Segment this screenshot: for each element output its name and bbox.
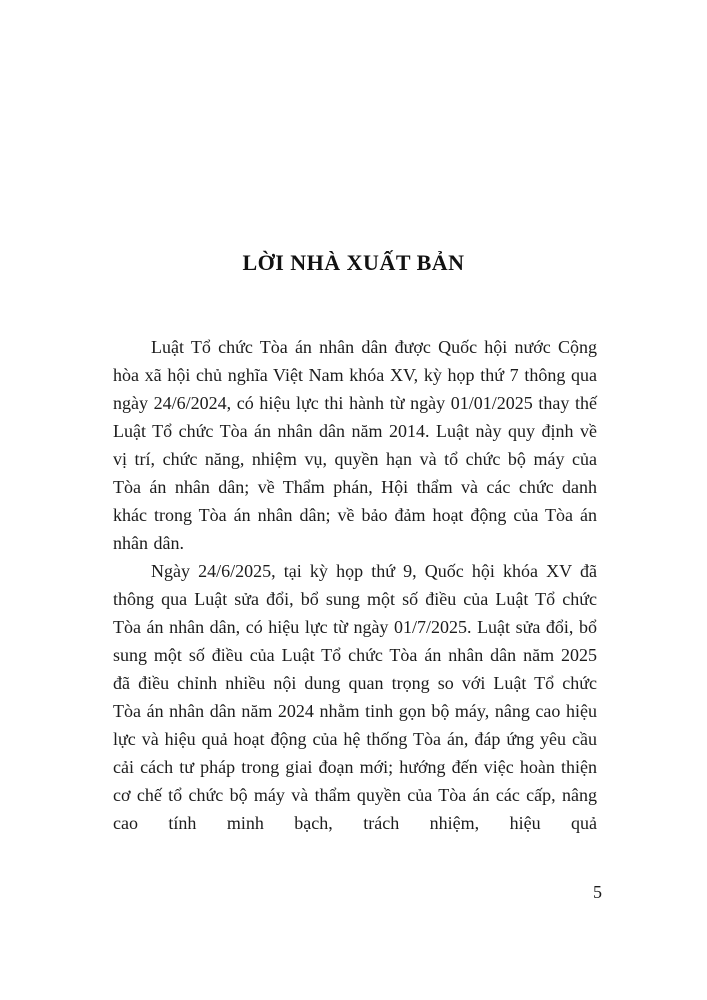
paragraph-2: Ngày 24/6/2025, tại kỳ họp thứ 9, Quốc hội khóa XV đã thông qua Luật sửa đổi, bổ sung một số điều của Luật Tổ chức Tòa án nhân dân, có hiệu lực từ ngày 01/7/2025. Luật sửa đổi, bổ sung một số điều của Luật Tổ chức Tòa án nhân dân năm 2025 đã điều chỉnh nhiều nội dung quan trọng so với Luật Tổ chức Tòa án nhân dân năm 2024 nhằm tinh gọn bộ máy, nâng cao hiệu lực và hiệu quả hoạt động của hệ thống Tòa án, đáp ứng yêu cầu cải cách tư pháp trong giai đoạn mới; hướng đến việc hoàn thiện cơ chế tổ chức bộ máy và thẩm quyền của Tòa án các cấp, nâng cao tính minh bạch, trách nhiệm, hiệu quả xyxy=(113,561,597,833)
paragraph-1: Luật Tổ chức Tòa án nhân dân được Quốc hội nước Cộng hòa xã hội chủ nghĩa Việt Nam khóa XV, kỳ họp thứ 7 thông qua ngày 24/6/2024, có hiệu lực thi hành từ ngày 01/01/2025 thay thế Luật Tổ chức Tòa án nhân dân năm 2014. Luật này quy định về vị trí, chức năng, nhiệm vụ, quyền hạn và tổ chức bộ máy của Tòa án nhân dân; về Thẩm phán, Hội thẩm và các chức danh khác trong Tòa án nhân dân; về bảo đảm hoạt động của Tòa án nhân dân. xyxy=(113,337,597,553)
page-title: LỜI NHÀ XUẤT BẢN xyxy=(242,250,465,275)
body-text xyxy=(113,333,597,837)
page-number: 5 xyxy=(593,882,602,902)
